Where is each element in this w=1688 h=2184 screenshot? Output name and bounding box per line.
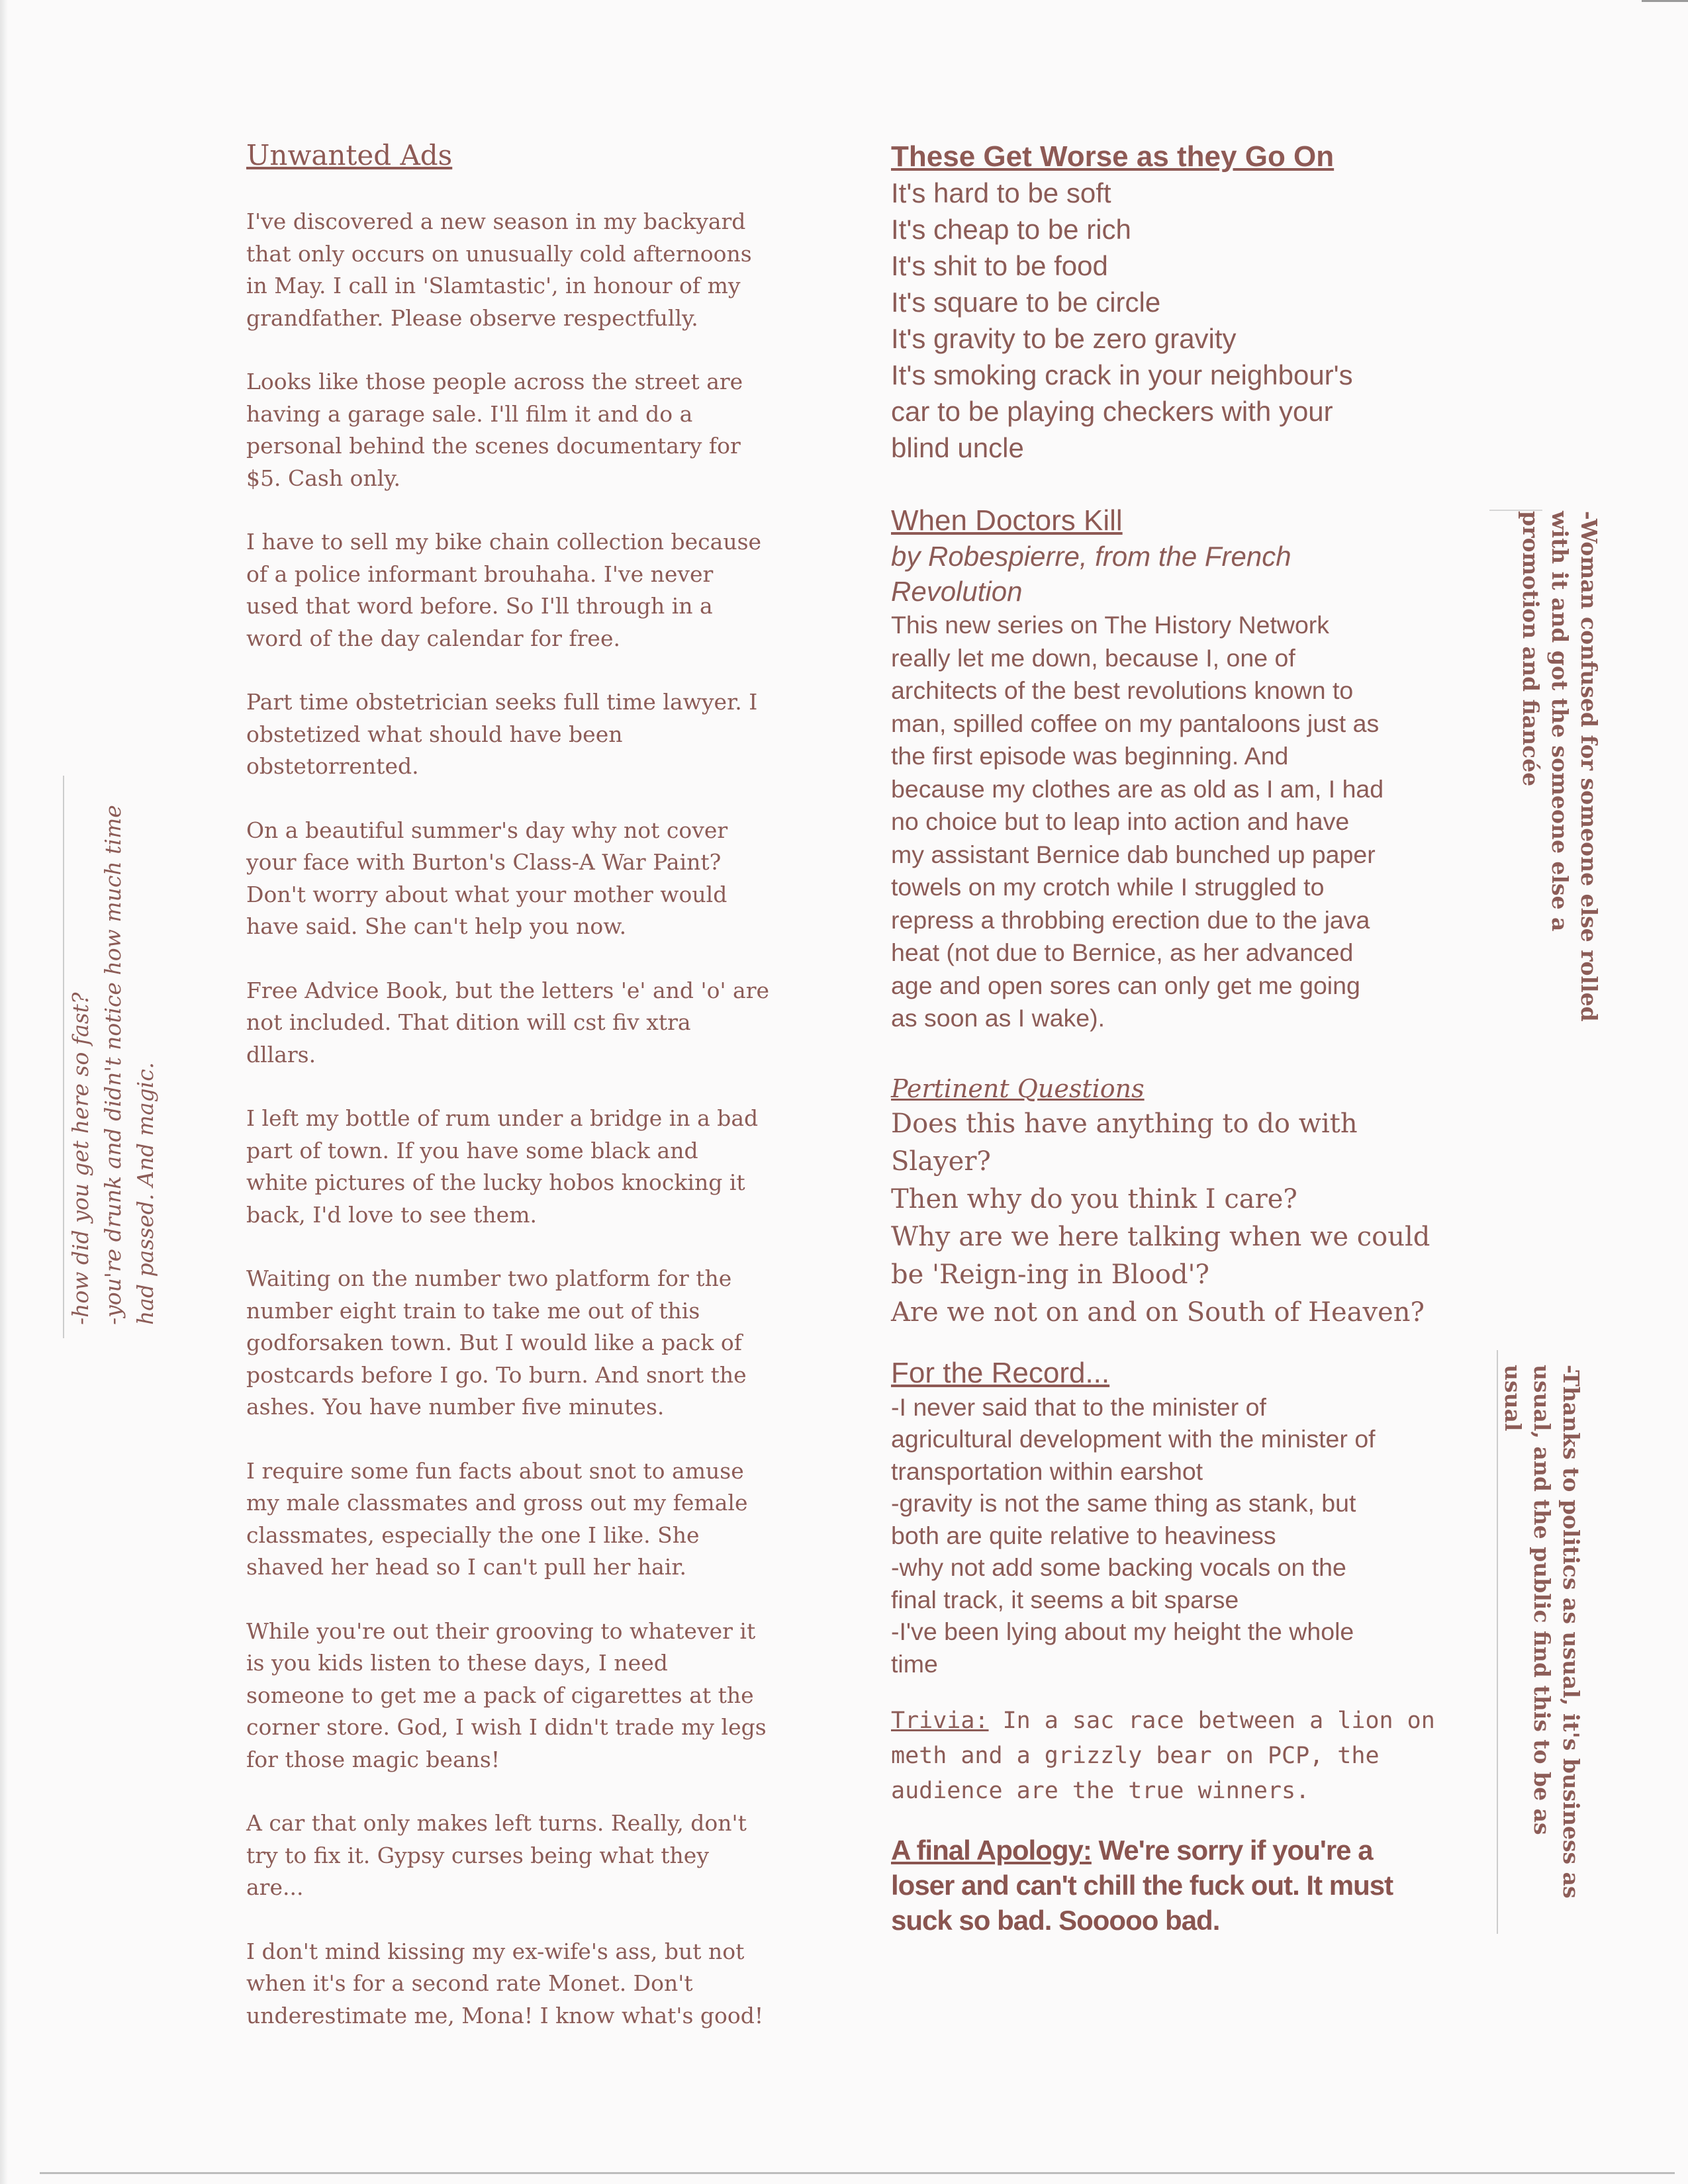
record-line: transportation within earshot — [891, 1457, 1203, 1485]
side-note-line: -Thanks to politics as usual, it's business as — [1558, 1365, 1584, 1899]
doctors-body-line: heat (not due to Bernice, as her advanced — [891, 938, 1354, 966]
doctors-title: When Doctors Kill — [891, 504, 1123, 537]
doctors-body-line: architects of the best revolutions known to — [891, 676, 1354, 704]
doctors-body-line: towels on my crotch while I struggled to — [891, 873, 1325, 901]
right-column — [891, 139, 1454, 1938]
questions-lines — [891, 1105, 1454, 1332]
ad-line: dllars. — [246, 1041, 316, 1068]
doctors-byline: by Robespierre, from the French — [891, 541, 1291, 572]
record-line: -I never said that to the minister of — [891, 1392, 1266, 1421]
side-note-line: -Woman confused for someone else rolled — [1576, 511, 1602, 1022]
apology-line: We're sorry if you're a — [1091, 1835, 1373, 1866]
ad-line: in May. I call in 'Slamtastic', in honour of my — [246, 273, 741, 298]
ad-line: $5. Cash only. — [246, 465, 400, 491]
ad-paragraph — [246, 206, 802, 334]
question-line: Does this have anything to do with — [891, 1108, 1358, 1139]
ad-line: part of town. If you have some black and — [246, 1137, 698, 1163]
ad-line: godforsaken town. But I would like a pack of — [246, 1330, 742, 1355]
ad-line: Part time obstetrician seeks full time lawyer. I — [246, 689, 758, 715]
ad-line: I've discovered a new season in my backyard — [246, 208, 746, 234]
ad-line: my male classmates and gross out my female — [246, 1490, 748, 1516]
doctors-body-line: no choice but to leap into action and have — [891, 807, 1350, 835]
ad-line: number eight train to take me out of this — [246, 1297, 700, 1324]
ad-line: that only occurs on unusually cold afternoons — [246, 240, 752, 267]
ad-line: used that word before. So I'll through in a — [246, 593, 713, 619]
unwanted-ads-title: Unwanted Ads — [246, 139, 453, 171]
ad-paragraph — [246, 1455, 802, 1584]
ad-paragraph — [246, 1936, 802, 2032]
ad-line: try to fix it. Gypsy curses being what they — [246, 1842, 709, 1868]
doctors-byline: Revolution — [891, 576, 1023, 607]
question-line: Why are we here talking when we could — [891, 1221, 1430, 1252]
worse-lines — [891, 175, 1454, 466]
side-note-line: usual, and the public find this to be as — [1529, 1365, 1555, 1835]
ad-line: Don't worry about what your mother would — [246, 881, 727, 907]
worse-line: It's square to be circle — [891, 287, 1161, 318]
ad-line: I don't mind kissing my ex-wife's ass, but not — [246, 1938, 745, 1964]
worse-line: It's smoking crack in your neighbour's — [891, 359, 1353, 390]
ad-line: A car that only makes left turns. Really, don't — [246, 1810, 747, 1836]
ad-paragraph — [246, 1807, 802, 1904]
doctors-body-line: man, spilled coffee on my pantaloons just as — [891, 709, 1380, 737]
side-note-line: -you're drunk and didn't notice how much time — [100, 805, 126, 1325]
ad-line: are... — [246, 1874, 304, 1900]
record-line: -gravity is not the same thing as stank, but — [891, 1489, 1356, 1517]
ad-line: white pictures of the lucky hobos knocking it — [246, 1169, 745, 1195]
doctors-body-line: repress a throbbing erection due to the java — [891, 905, 1370, 934]
ad-line: personal behind the scenes documentary for — [246, 433, 741, 459]
ad-line: is you kids listen to these days, I need — [246, 1650, 668, 1676]
ad-paragraph — [246, 1263, 802, 1424]
side-note-line: -how did you get here so fast? — [68, 992, 93, 1325]
question-line: Are we not on and on South of Heaven? — [891, 1297, 1425, 1328]
question-line: Slayer? — [891, 1146, 991, 1177]
ad-line: Looks like those people across the street are — [246, 369, 743, 394]
ads-list — [246, 206, 802, 2032]
ad-paragraph — [246, 815, 802, 943]
ad-line: having a garage sale. I'll film it and do a — [246, 400, 693, 427]
ad-paragraph — [246, 1103, 802, 1231]
question-line: be 'Reign-ing in Blood'? — [891, 1259, 1209, 1290]
ad-line: classmates, especially the one I like. She — [246, 1522, 700, 1548]
question-line: Then why do you think I care? — [891, 1183, 1297, 1214]
doctors-body-line: because my clothes are as old as I am, I had — [891, 774, 1384, 803]
ad-line: underestimate me, Mona! I know what's good! — [246, 2002, 764, 2028]
ad-line: Waiting on the number two platform for the — [246, 1265, 732, 1291]
ad-paragraph — [246, 686, 802, 783]
record-title: For the Record... — [891, 1356, 1110, 1389]
ad-line: On a beautiful summer's day why not cover — [246, 817, 728, 843]
worse-line: It's cheap to be rich — [891, 214, 1131, 245]
ad-line: word of the day calendar for free. — [246, 625, 620, 651]
questions-title: Pertinent Questions — [891, 1073, 1145, 1103]
record-line: agricultural development with the minister of — [891, 1425, 1376, 1453]
record-line: -why not add some backing vocals on the — [891, 1553, 1346, 1581]
ad-line: Free Advice Book, but the letters 'e' and 'o' are — [246, 977, 770, 1003]
page-edge-shadow — [0, 0, 8, 2184]
record-line: final track, it seems a bit sparse — [891, 1585, 1239, 1614]
ad-line: I require some fun facts about snot to amuse — [246, 1457, 744, 1484]
ad-line: I left my bottle of rum under a bridge in a bad — [246, 1105, 759, 1131]
doctors-body-line: the first episode was beginning. And — [891, 742, 1289, 770]
ad-line: ashes. You have number five minutes. — [246, 1394, 665, 1420]
record-line: both are quite relative to heaviness — [891, 1521, 1276, 1549]
ad-line: While you're out their grooving to whatever it — [246, 1617, 756, 1644]
ad-line: I have to sell my bike chain collection because — [246, 529, 762, 555]
worse-line: car to be playing checkers with your — [891, 396, 1333, 427]
apology-line: loser and can't chill the fuck out. It must — [891, 1870, 1393, 1901]
worse-line: It's gravity to be zero gravity — [891, 323, 1237, 354]
trivia-line: meth and a grizzly bear on PCP, the — [891, 1743, 1380, 1769]
ad-line: obstetorrented. — [246, 753, 419, 779]
side-note-right-top — [1516, 511, 1603, 1054]
side-note-right-bottom — [1497, 1350, 1585, 1934]
ad-line: of a police informant brouhaha. I've never — [246, 561, 714, 587]
ad-line: your face with Burton's Class-A War Paint? — [246, 849, 722, 875]
side-note-left — [63, 776, 162, 1338]
page-corner-edge — [1642, 0, 1688, 2]
ad-line: shaved her head so I can't pull her hair. — [246, 1554, 686, 1580]
ad-line: corner store. God, I wish I didn't trade my legs — [246, 1714, 767, 1740]
side-note-line: promotion and fiancée — [1518, 511, 1544, 787]
trivia-label: Trivia: — [891, 1707, 989, 1734]
ad-line: back, I'd love to see them. — [246, 1201, 537, 1228]
unwanted-ads-column — [246, 139, 802, 2064]
ad-line: when it's for a second rate Monet. Don't — [246, 1970, 693, 1996]
trivia-line: audience are the true winners. — [891, 1778, 1310, 1804]
doctors-body-line: age and open sores can only get me going — [891, 971, 1360, 999]
ad-line: grandfather. Please observe respectfully. — [246, 304, 698, 331]
page-bottom-edge — [40, 2172, 1675, 2174]
ad-line: postcards before I go. To burn. And snort the — [246, 1361, 747, 1388]
apology-label: A final Apology: — [891, 1835, 1092, 1866]
ad-paragraph — [246, 1615, 802, 1776]
doctors-body-line: as soon as I wake). — [891, 1004, 1105, 1032]
ad-line: have said. She can't help you now. — [246, 913, 627, 939]
side-note-line: usual — [1500, 1365, 1526, 1432]
worse-line: blind uncle — [891, 432, 1024, 463]
ad-paragraph — [246, 526, 802, 655]
apology-block — [891, 1833, 1454, 1938]
trivia-line: In a sac race between a lion on — [988, 1707, 1435, 1734]
worse-line: It's hard to be soft — [891, 177, 1111, 208]
worse-title: These Get Worse as they Go On — [891, 140, 1335, 173]
trivia-block — [891, 1704, 1454, 1809]
record-line: time — [891, 1649, 938, 1678]
side-note-line: with it and got the someone else a — [1547, 511, 1573, 932]
doctors-body-line: This new series on The History Network — [891, 611, 1330, 639]
ad-line: someone to get me a pack of cigarettes at the — [246, 1682, 754, 1708]
ad-paragraph — [246, 366, 802, 494]
doctors-body-line: my assistant Bernice dab bunched up paper — [891, 840, 1376, 868]
doctors-body-line: really let me down, because I, one of — [891, 643, 1295, 672]
record-lines — [891, 1391, 1454, 1680]
record-line: -I've been lying about my height the whole — [891, 1617, 1354, 1645]
side-note-line: had passed. And magic. — [132, 1062, 158, 1325]
apology-line: suck so bad. Sooooo bad. — [891, 1905, 1220, 1936]
worse-line: It's shit to be food — [891, 250, 1108, 281]
ad-paragraph — [246, 975, 802, 1071]
ad-line: obstetized what should have been — [246, 721, 623, 747]
ad-line: not included. That dition will cst fiv xtra — [246, 1009, 691, 1035]
doctors-body — [891, 609, 1454, 1035]
ad-line: for those magic beans! — [246, 1746, 500, 1772]
